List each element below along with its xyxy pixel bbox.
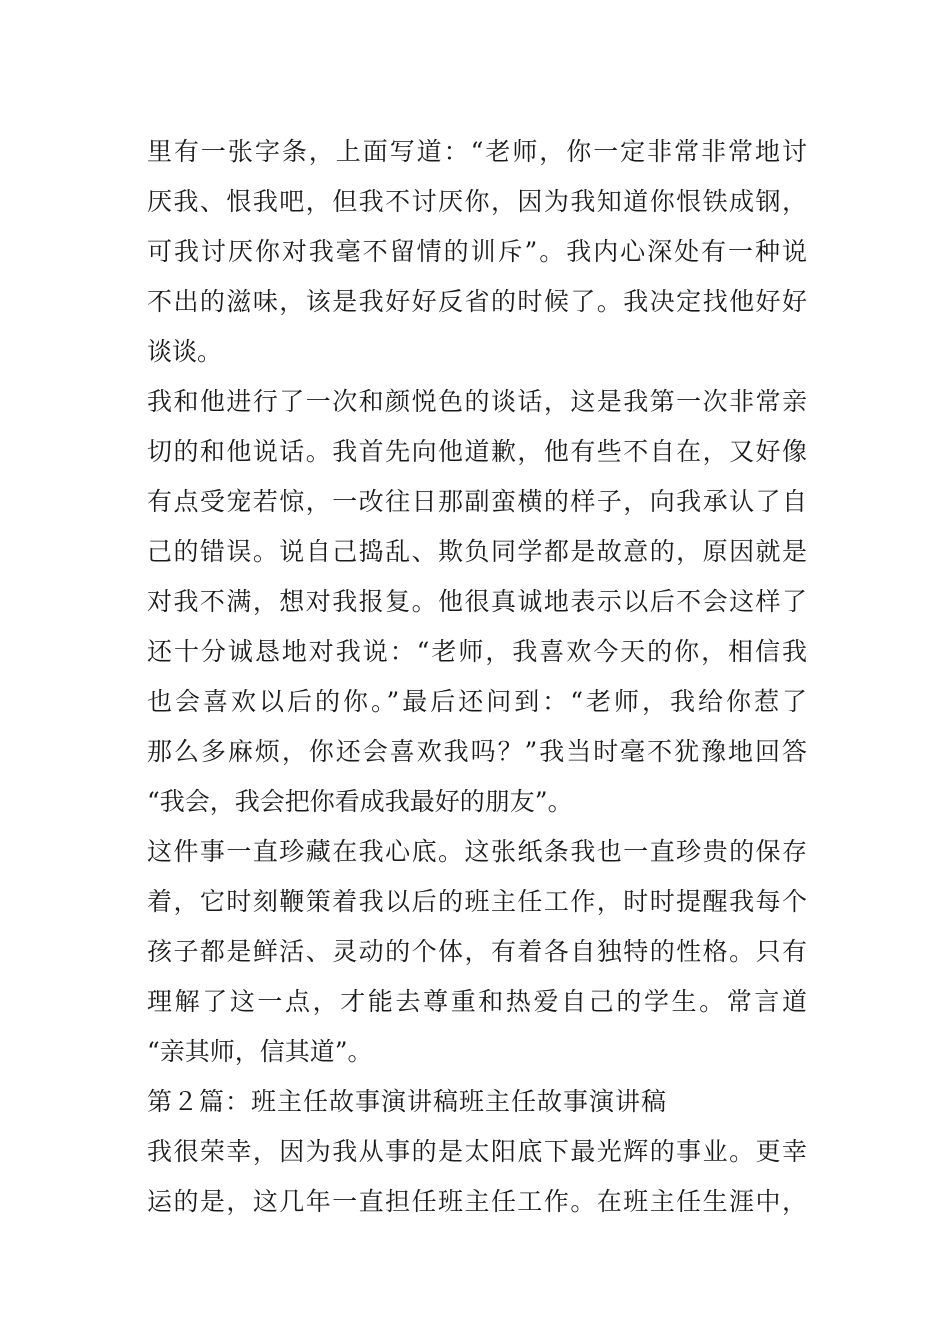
text-line: “亲其师，信其道”。 [147,1037,373,1066]
text-line: 我和他进行了一次和颜悦色的谈话，这是我第一次非常亲 [147,387,807,416]
text-line: 着，它时刻鞭策着我以后的班主任工作，时时提醒我每个 [147,887,807,916]
text-line: 我很荣幸，因为我从事的是太阳底下最光辉的事业。更幸 [147,1137,807,1166]
text-line: 厌我、恨我吧，但我不讨厌你，因为我知道你恨铁成钢， [147,187,807,216]
text-line: 对我不满，想对我报复。他很真诚地表示以后不会这样了 [147,587,807,616]
text-line: 可我讨厌你对我毫不留情的训斥”。我内心深处有一种说 [147,237,807,266]
text-line: 还十分诚恳地对我说：“老师，我喜欢今天的你，相信我 [147,637,807,666]
text-line: 运的是，这几年一直担任班主任工作。在班主任生涯中， [147,1187,807,1216]
text-line: 有点受宠若惊，一改往日那副蛮横的样子，向我承认了自 [147,487,807,516]
text-line: 那么多麻烦，你还会喜欢我吗？”我当时毫不犹豫地回答 [147,737,807,766]
text-line: 孩子都是鲜活、灵动的个体，有着各自独特的性格。只有 [147,937,807,966]
text-line: 理解了这一点，才能去尊重和热爱自己的学生。常言道 [147,987,807,1016]
text-line: 这件事一直珍藏在我心底。这张纸条我也一直珍贵的保存 [147,837,807,866]
text-line: “我会，我会把你看成我最好的朋友”。 [147,787,573,816]
text-line: 也会喜欢以后的你。”最后还问到：“老师，我给你惹了 [147,687,807,716]
text-line: 谈谈。 [147,337,223,366]
text-line: 里有一张字条，上面写道：“老师，你一定非常非常地讨 [147,137,807,166]
text-line: 切的和他说话。我首先向他道歉，他有些不自在，又好像 [147,437,807,466]
text-line: 不出的滋味，该是我好好反省的时候了。我决定找他好好 [147,287,807,316]
text-line: 己的错误。说自己捣乱、欺负同学都是故意的，原因就是 [147,537,807,566]
section-heading: 第２篇：班主任故事演讲稿班主任故事演讲稿 [147,1087,668,1116]
